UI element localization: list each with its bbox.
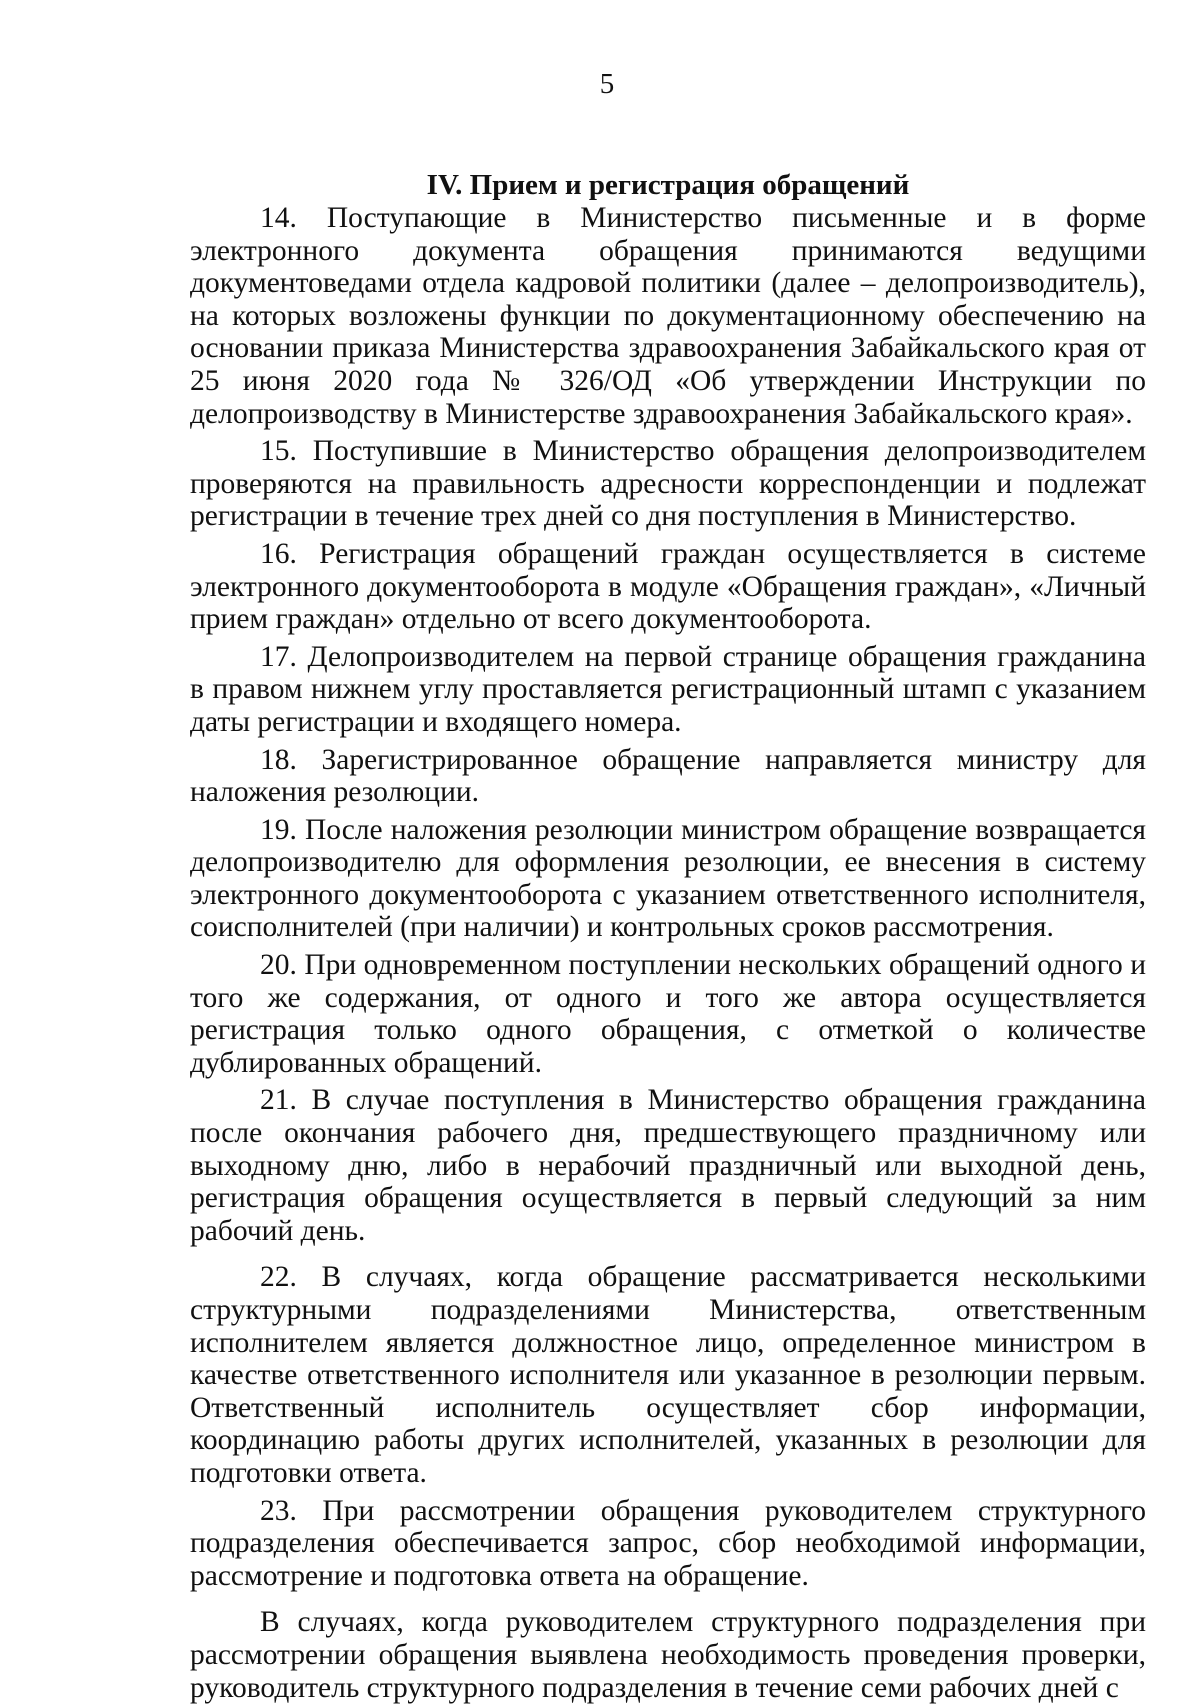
- paragraph-20: 20. При одновременном поступлении нескольких обращений одного и того же содержания, от одного и того же автора осуществляется регистрация только одного обращения, с отметкой о количестве дублированных обращений.: [190, 949, 1146, 1079]
- document-body: [190, 202, 1146, 1704]
- paragraph-14: 14. Поступающие в Министерство письменные и в форме электронного документа обращения принимаются ведущими документоведами отдела кадровой политики (далее – делопроизводитель), на которых возложены функции по документационному обеспечению на основании приказа Министерства здравоохранения Забайкальского края от 25 июня 2020 года № 326/ОД «Об утверждении Инструкции по делопроизводству в Министерстве здравоохранения Забайкальского края».: [190, 202, 1146, 430]
- paragraph-22: 22. В случаях, когда обращение рассматривается несколькими структурными подразделениями Министерства, ответственным исполнителем является должностное лицо, определенное министром в качестве ответственного исполнителя или указанное в резолюции первым. Ответственный исполнитель осуществляет сбор информации, координацию работы других исполнителей, указанных в резолюции для подготовки ответа.: [190, 1261, 1146, 1489]
- paragraph-23-continuation: В случаях, когда руководителем структурного подразделения при рассмотрении обращения выявлена необходимость проведения проверки, руководитель структурного подразделения в течение семи рабочих дней с: [190, 1606, 1146, 1704]
- paragraph-15: 15. Поступившие в Министерство обращения делопроизводителем проверяются на правильность адресности корреспонденции и подлежат регистрации в течение трех дней со дня поступления в Министерство.: [190, 435, 1146, 533]
- paragraph-16: 16. Регистрация обращений граждан осуществляется в системе электронного документооборота в модуле «Обращения граждан», «Личный прием граждан» отдельно от всего документооборота.: [190, 537, 1146, 636]
- page-number: 5: [599, 68, 615, 100]
- paragraph-19: 19. После наложения резолюции министром обращение возвращается делопроизводителю для оформления резолюции, ее внесения в систему электронного документооборота с указанием ответственного исполнителя, соисполнителей (при наличии) и контрольных сроков рассмотрения.: [190, 813, 1146, 944]
- paragraph-17: 17. Делопроизводителем на первой странице обращения гражданина в правом нижнем углу проставляется регистрационный штамп с указанием даты регистрации и входящего номера.: [190, 640, 1146, 738]
- paragraph-21: 21. В случае поступления в Министерство обращения гражданина после окончания рабочего дня, предшествующего праздничному или выходному дню, либо в нерабочий праздничный или выходной день, регистрация обращения осуществляется в первый следующий за ним рабочий день.: [190, 1084, 1146, 1247]
- paragraph-23: 23. При рассмотрении обращения руководителем структурного подразделения обеспечивается запрос, сбор необходимой информации, рассмотрение и подготовка ответа на обращение.: [190, 1494, 1146, 1592]
- section-heading: IV. Прием и регистрация обращений: [426, 169, 910, 201]
- paragraph-18: 18. Зарегистрированное обращение направляется министру для наложения резолюции.: [190, 743, 1146, 809]
